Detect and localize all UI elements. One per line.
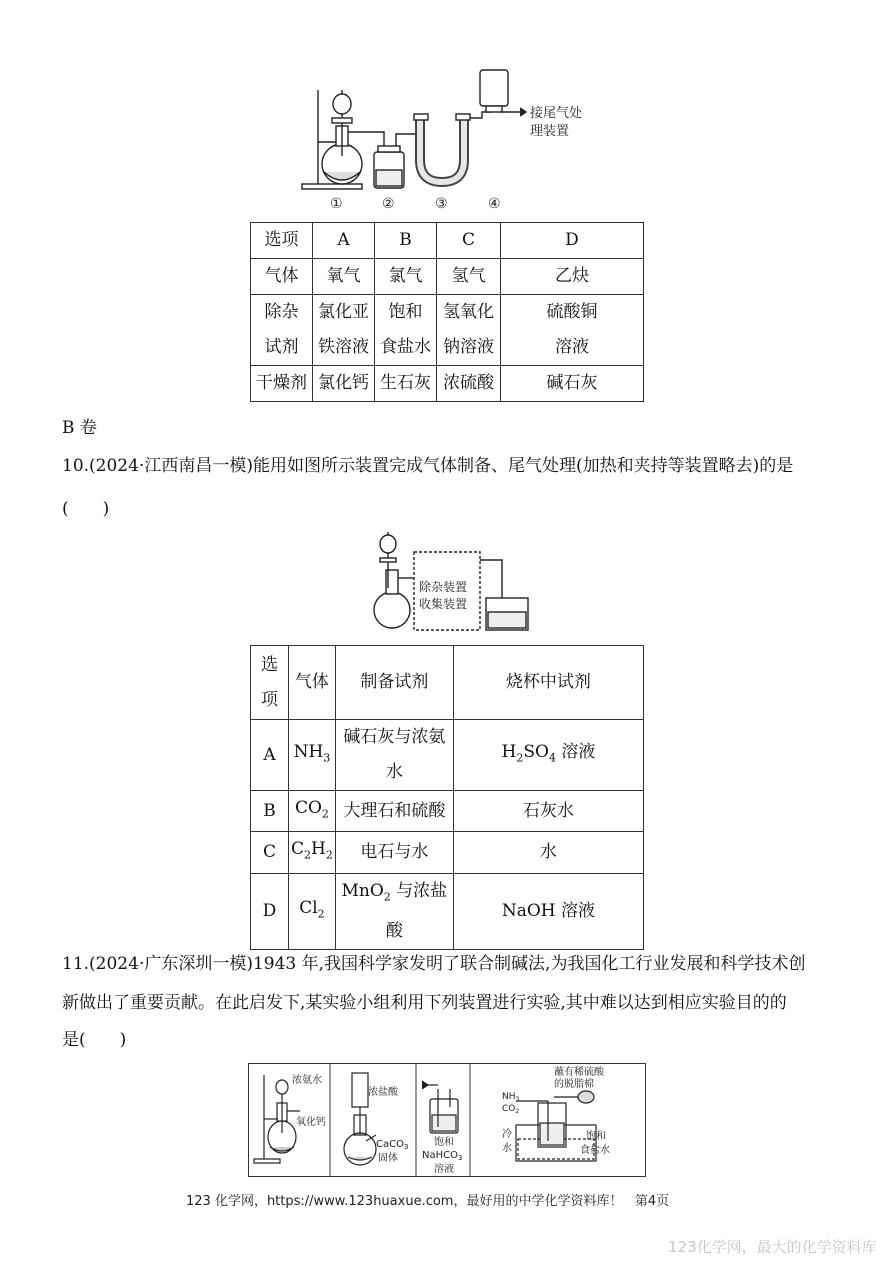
cell: $H_2SO_4$ 溶液: [453, 720, 643, 791]
table-row: [251, 295, 644, 366]
cell: MnO$_2$ 与浓盐 酸: [335, 873, 453, 949]
table-row: [251, 366, 644, 402]
cell: 石灰水: [453, 791, 643, 832]
cell: 浓硫酸: [437, 366, 501, 402]
header-cell: A: [313, 223, 375, 259]
header-cell: 选 项: [251, 646, 289, 720]
q10-stem: [62, 448, 842, 484]
cell: D: [251, 873, 289, 949]
q11-apparatus-figure: [248, 1063, 646, 1177]
p4-label-3: $NH_3$: [502, 1092, 520, 1103]
cell: 大理石和硫酸: [335, 791, 453, 832]
p3-label-1: 饱和: [434, 1137, 454, 1148]
p2-label-1: 浓盐酸: [368, 1087, 398, 1098]
header-cell: 选项: [251, 223, 313, 259]
cell: 乙炔: [501, 259, 644, 295]
q9-apparatus-figure: [296, 60, 596, 212]
table-row: [251, 791, 644, 832]
header-cell: 气体: [289, 646, 336, 720]
p2-label-2: CaCO$_3$: [376, 1139, 409, 1151]
q11-source: (2024·广东深圳一模): [89, 954, 253, 974]
q10-answer-blank: ( ): [62, 499, 110, 519]
row-label: 气体: [251, 259, 313, 295]
cell: 硫酸铜 溶液: [501, 295, 644, 366]
cell: 氯化亚 铁溶液: [313, 295, 375, 366]
p4-label-5: 冷: [502, 1129, 512, 1140]
table-row: [251, 223, 644, 259]
p3-label-3: 溶液: [434, 1164, 454, 1175]
cell: B: [251, 791, 289, 832]
q11-number: 11.: [62, 954, 90, 974]
q11-answer-blank: ( ): [79, 1030, 127, 1050]
q9-options-table: [250, 222, 644, 402]
cell: $CO_2$: [289, 791, 336, 832]
cell: 氢氧化 钠溶液: [437, 295, 501, 366]
footer-text: 123 化学网，https://www.123huaxue.com，最好用的中学化学资料库！: [186, 1194, 623, 1209]
cell: 饱和 食盐水: [375, 295, 437, 366]
section-title: B 卷: [62, 418, 97, 438]
q11-stem-line-3: 是( ): [62, 1030, 127, 1050]
p4-label-8: 食盐水: [580, 1145, 610, 1156]
marker-2: ②: [382, 196, 395, 212]
marker-1: ①: [330, 196, 343, 212]
cell: 水: [453, 832, 643, 873]
cell: 氧气: [313, 259, 375, 295]
q10-options-table: [250, 645, 644, 950]
cell: 碱石灰: [501, 366, 644, 402]
cell: 生石灰: [375, 366, 437, 402]
page-footer: [186, 1190, 669, 1209]
p1-label-2: 氧化钙: [296, 1117, 326, 1128]
q10-source: (2024·江西南昌一模): [89, 456, 253, 476]
cell: $NH_3$: [289, 720, 336, 791]
tail-label-1: 接尾气处: [530, 106, 583, 121]
watermark: 123化学网，最大的化学资料库: [668, 1238, 877, 1256]
row-label: 除杂 试剂: [251, 295, 313, 366]
page-number: 第4页: [634, 1194, 670, 1209]
cell: NaOH 溶液: [453, 873, 643, 949]
q10-number: 10.: [62, 456, 90, 476]
q11-text-1: 1943 年,我国科学家发明了联合制碱法,为我国化工行业发展和科学技术创: [252, 954, 806, 974]
header-cell: 烧杯中试剂: [453, 646, 643, 720]
p2-label-3: 固体: [378, 1153, 398, 1164]
box-label-2: 收集装置: [419, 597, 468, 611]
cell: C: [251, 832, 289, 873]
q11-stem-line-1: [62, 946, 852, 982]
header-cell: C: [437, 223, 501, 259]
marker-4: ④: [488, 196, 501, 212]
tail-label-2: 理装置: [530, 124, 570, 139]
cell: $Cl_2$: [289, 873, 336, 949]
table-row: [251, 720, 644, 791]
cell: 氯气: [375, 259, 437, 295]
p4-label-2: 的脱脂棉: [554, 1079, 594, 1090]
q11-stem-line-2: 新做出了重要贡献。在此启发下,某实验小组利用下列装置进行实验,其中难以达到相应实验目的的: [62, 993, 787, 1013]
q10-apparatus-figure: [370, 530, 534, 634]
cell: 碱石灰与浓氨 水: [335, 720, 453, 791]
p1-label-1: 浓氨水: [292, 1075, 322, 1086]
header-cell: B: [375, 223, 437, 259]
p3-label-2: NaHCO$_3$: [422, 1150, 463, 1162]
table-row: [251, 646, 644, 720]
cell: A: [251, 720, 289, 791]
cell: 电石与水: [335, 832, 453, 873]
p4-label-6: 水: [502, 1143, 512, 1154]
cell: 氢气: [437, 259, 501, 295]
p4-label-7: 饱和: [586, 1131, 606, 1142]
cell: 氯化钙: [313, 366, 375, 402]
box-label-1: 除杂装置: [419, 580, 468, 594]
table-row: [251, 873, 644, 949]
table-row: [251, 259, 644, 295]
p4-label-1: 蘸有稀硫酸: [554, 1067, 604, 1078]
header-cell: D: [501, 223, 644, 259]
marker-3: ③: [435, 196, 448, 212]
header-cell: 制备试剂: [335, 646, 453, 720]
row-label: 干燥剂: [251, 366, 313, 402]
cell: $C_2H_2$: [289, 832, 336, 873]
p4-label-4: $CO_2$: [502, 1104, 520, 1115]
q10-text: 能用如图所示装置完成气体制备、尾气处理(加热和夹持等装置略去)的是: [252, 456, 794, 476]
table-row: [251, 832, 644, 873]
